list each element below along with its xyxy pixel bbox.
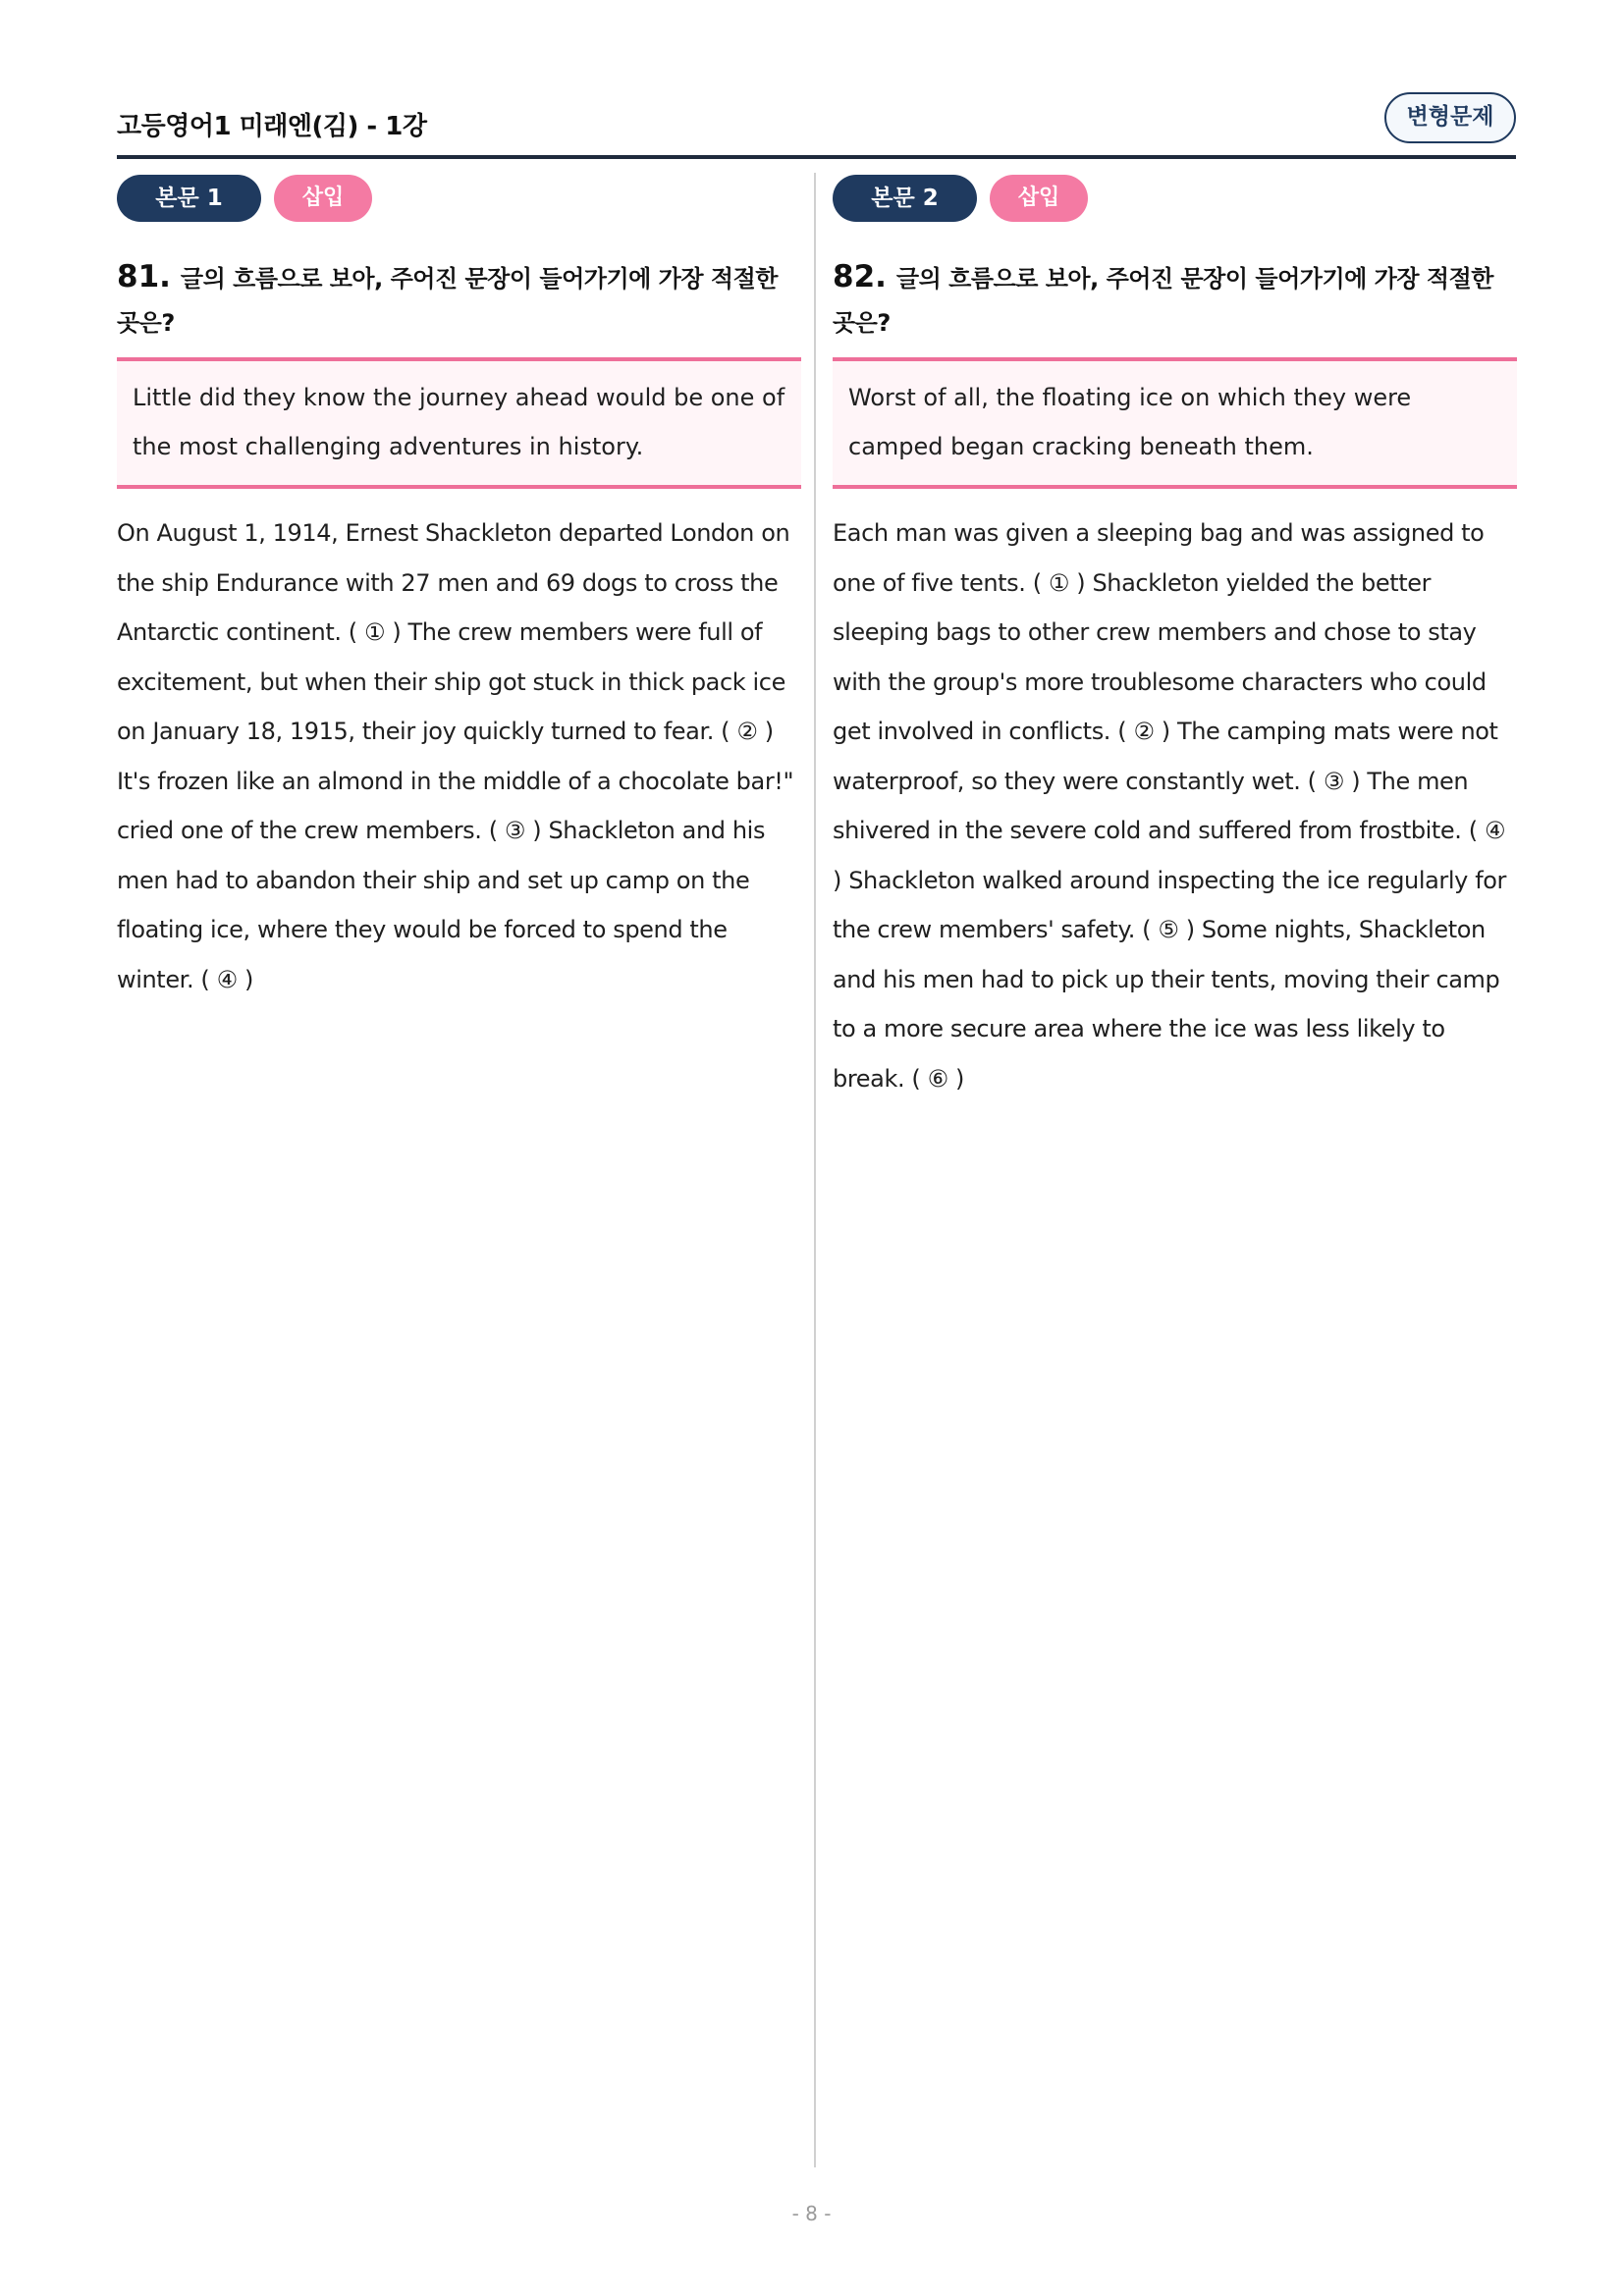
question-text: 글의 흐름으로 보아, 주어진 문장이 들어가기에 가장 적절한 곳은? [833,265,1493,337]
question-column-1 [117,175,801,1004]
question-number: 82. [833,259,887,294]
page-header [117,90,1516,159]
document-title: 고등영어1 미래엔(김) - 1강 [117,112,427,141]
variant-problem-badge: 변형문제 [1384,92,1516,143]
page-number: - 8 - [791,2202,832,2225]
question-number: 81. [117,259,171,294]
given-sentence-box [117,357,801,489]
question-tags [833,175,1517,222]
given-sentence: Little did they know the journey ahead would be one of the most challenging adventures in history. [133,384,785,460]
question-column-2 [833,175,1517,1103]
question-tags [117,175,801,222]
given-sentence: Worst of all, the floating ice on which they were camped began cracking beneath them. [848,384,1412,460]
passage-text: Each man was given a sleeping bag and was assigned to one of five tents. ( ① ) Shackleton yielded the better sleeping bags to other crew members and chose to stay with the group's more troublesome characters who could get involved in conflicts. ( ② ) The camping mats were not waterproof, so they were constantly wet. ( ③ ) The men shivered in the severe cold and suffered from frostbite. ( ④ ) Shackleton walked around inspecting the ice regularly for the crew members' safety. ( ⑤ ) Some nights, Shackleton and his men had to pick up their tents, moving their camp to a more secure area where the ice was less likely to break. ( ⑥ ) [833,519,1506,1093]
type-tag: 삽입 [274,175,372,222]
question-prompt [117,255,801,346]
type-tag: 삽입 [990,175,1088,222]
given-sentence-box [833,357,1517,489]
column-divider [814,173,816,2167]
passage-tag: 본문 1 [117,175,261,222]
passage-tag: 본문 2 [833,175,977,222]
passage-text: On August 1, 1914, Ernest Shackleton departed London on the ship Endurance with 27 men and 69 dogs to cross the Antarctic continent. ( ① ) The crew members were full of excitement, but when their ship got stuck in thick pack ice on January 18, 1915, their joy quickly turned to fear. ( ② ) It's frozen like an almond in the middle of a chocolate bar!" cried one of the crew members. ( ③ ) Shackleton and his men had to abandon their ship and set up camp on the floating ice, where they would be forced to spend the winter. ( ④ ) [117,519,794,993]
question-text: 글의 흐름으로 보아, 주어진 문장이 들어가기에 가장 적절한 곳은? [117,265,778,337]
question-prompt [833,255,1517,346]
